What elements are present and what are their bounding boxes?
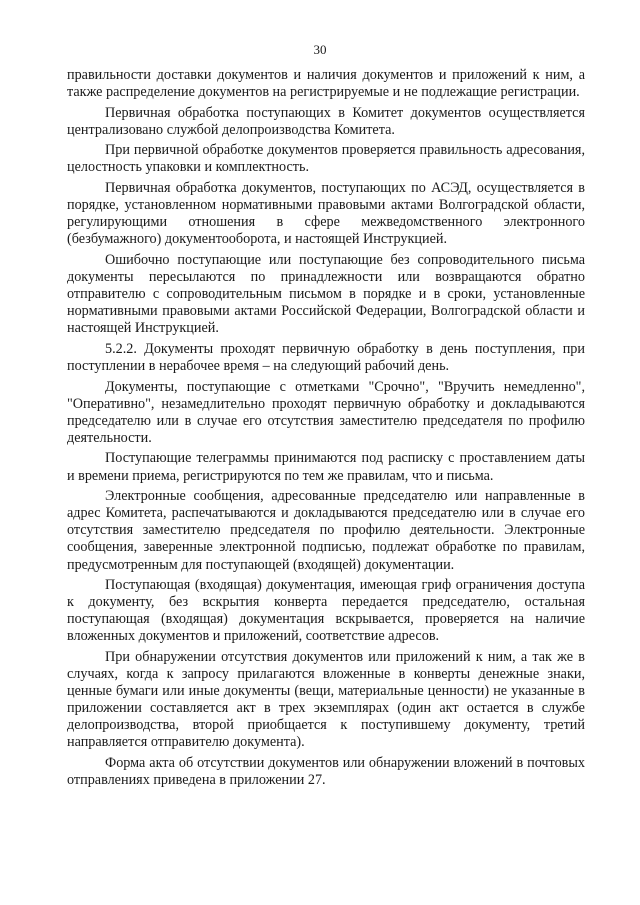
document-body <box>67 67 585 793</box>
paragraph: Первичная обработка документов, поступающих по АСЭД, осуществляется в порядке, установленном нормативными правовыми актами Волгоградской области, регулирующими отношения в сфере межведомственного электронного (безбумажного) документооборота, и настоящей Инструкцией. <box>67 180 585 248</box>
paragraph: 5.2.2. Документы проходят первичную обработку в день поступления, при поступлении в нерабочее время – на следующий рабочий день. <box>67 340 585 374</box>
paragraph: Электронные сообщения, адресованные председателю или направленные в адрес Комитета, распечатываются и докладываются председателю или в случае его отсутствия заместителю председателя по профилю деятельности. Электронные сообщения, заверенные электронной подписью, подлежат обработке по правилам, предусмотренным для поступающей (входящей) документации. <box>67 488 585 573</box>
paragraph: При первичной обработке документов проверяется правильность адресования, целостность упаковки и комплектность. <box>67 142 585 176</box>
paragraph: Поступающие телеграммы принимаются под расписку с проставлением даты и времени приема, регистрируются по тем же правилам, что и письма. <box>67 450 585 484</box>
paragraph: Первичная обработка поступающих в Комитет документов осуществляется централизовано службой делопроизводства Комитета. <box>67 104 585 138</box>
paragraph: Поступающая (входящая) документация, имеющая гриф ограничения доступа к документу, без вскрытия конверта передается председателю, остальная поступающая (входящая) документация вскрывается, проверяется на наличие вложенных документов и приложений, соответствие адресов. <box>67 577 585 645</box>
paragraph: Форма акта об отсутствии документов или обнаружении вложений в почтовых отправлениях приведена в приложении 27. <box>67 755 585 789</box>
paragraph: При обнаружении отсутствия документов или приложений к ним, а так же в случаях, когда к запросу прилагаются вложенные в конверты денежные знаки, ценные бумаги или иные документы (вещи, материальные ценности) не указанные в приложении составляется акт в трех экземплярах (один акт остается в службе делопроизводства, второй приобщается к поступившему документу, третий направляется отправителю документа). <box>67 649 585 751</box>
paragraph: Ошибочно поступающие или поступающие без сопроводительного письма документы пересылаются по принадлежности или возвращаются обратно отправителю с сопроводительным письмом в порядке и в сроки, установленные нормативными правовыми актами Российской Федерации, Волгоградской области и настоящей Инструкцией. <box>67 251 585 337</box>
paragraph: правильности доставки документов и наличия документов и приложений к ним, а также распределение документов на регистрируемые и не подлежащие регистрации. <box>67 67 585 101</box>
page-number: 30 <box>313 42 327 57</box>
paragraph: Документы, поступающие с отметками "Срочно", "Вручить немедленно", "Оперативно", незамедлительно проходят первичную обработку и докладываются председателю или в случае его отсутствия заместителю председателя по профилю деятельности. <box>67 378 585 446</box>
